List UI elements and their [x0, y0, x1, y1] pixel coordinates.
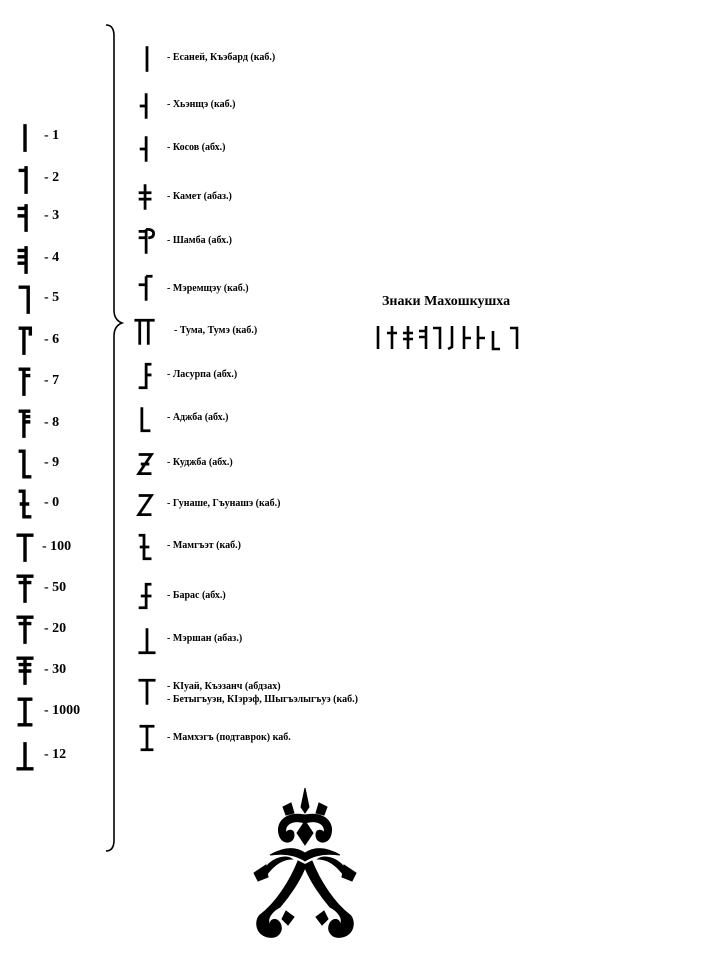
tamga-adzhba-icon [133, 403, 155, 435]
tamga-mamhyeg-icon [136, 722, 158, 754]
numeral-label: - 50 [44, 580, 67, 595]
numeral-label: - 30 [44, 662, 67, 677]
circassian-ornament-icon [246, 785, 364, 943]
tamga-marshan-icon [136, 625, 158, 657]
tamga-hyenshe-icon [133, 90, 155, 122]
num-9-icon [14, 448, 36, 480]
numeral-label: - 2 [44, 170, 60, 185]
num-1000-icon [14, 696, 36, 728]
clan-label: - Хьэнщэ (каб.) [167, 99, 236, 110]
sign-7-icon [464, 326, 471, 349]
num-0-icon [14, 488, 36, 520]
numeral-label: - 12 [44, 747, 67, 762]
curly-brace [100, 22, 128, 854]
num-100-icon [14, 532, 36, 564]
clan-label: - Есаней, Къэбард (каб.) [167, 52, 276, 63]
tamga-gunashe-icon [133, 488, 155, 520]
tamga-esaney-icon [136, 43, 158, 75]
clan-label: - Камет (абаз.) [167, 191, 232, 202]
clan-label: - Косов (абх.) [167, 142, 226, 153]
num-12-icon [14, 740, 36, 772]
numeral-label: - 1 [44, 128, 60, 143]
numeral-label: - 0 [44, 495, 60, 510]
sign-8-icon [478, 326, 485, 349]
num-7-icon [14, 366, 36, 398]
tamga-maremshau-icon [133, 272, 155, 304]
sign-3-icon [403, 326, 413, 349]
numeral-label: - 6 [44, 332, 60, 347]
clan-label: - Мамхэгъ (подтаврок) каб. [167, 732, 291, 743]
numeral-label: - 100 [42, 539, 72, 554]
clan-label: - Шамба (абх.) [167, 235, 232, 246]
numeral-label: - 3 [44, 208, 60, 223]
sign-6-icon [448, 326, 452, 349]
clan-label: - Тума, Тумэ (каб.) [174, 325, 258, 336]
numeral-label: - 7 [44, 373, 60, 388]
num-30-icon [14, 655, 36, 687]
sign-9-icon [493, 331, 500, 349]
tamga-kluay-icon [136, 676, 158, 708]
numeral-label: - 4 [44, 250, 60, 265]
clan-label: - КIуай, Къэзанч (абдзах) [167, 681, 281, 692]
tamga-baras-icon [133, 580, 155, 612]
num-4-icon [14, 244, 36, 276]
tamga-tuma-icon [133, 316, 155, 348]
numeral-label: - 20 [44, 621, 67, 636]
clan-label: - Гунаше, Гъунашэ (каб.) [167, 498, 281, 509]
num-20-icon [14, 614, 36, 646]
makhoshkush-signs [372, 323, 532, 351]
tamga-kosov-icon [133, 133, 155, 165]
num-1-icon [14, 122, 36, 154]
num-8-icon [14, 408, 36, 440]
clan-label: - Барас (абх.) [167, 590, 226, 601]
clan-label: - Ласурпа (абх.) [167, 369, 238, 380]
sign-4-icon [419, 326, 426, 349]
numeral-label: - 1000 [44, 703, 81, 718]
clan-label: - Мамгъэт (каб.) [167, 540, 241, 551]
sign-10-icon [510, 328, 517, 349]
clan-label-secondary: - Бетыгъуэн, КIэрэф, Шыгъэлыгъуэ (каб.) [167, 694, 358, 705]
clan-label: - Мэремщэу (каб.) [167, 283, 249, 294]
numeral-label: - 9 [44, 455, 60, 470]
clan-label: - Куджба (абх.) [167, 457, 233, 468]
tamga-kamet-icon [133, 181, 155, 213]
numeral-label: - 8 [44, 415, 60, 430]
num-2-icon [14, 164, 36, 196]
num-3-icon [14, 202, 36, 234]
sign-5-icon [433, 328, 440, 349]
num-50-icon [14, 573, 36, 605]
clan-label: - Аджба (абх.) [167, 412, 229, 423]
makhoshkush-title: Знаки Махошкушха [382, 294, 511, 309]
num-5-icon [14, 284, 36, 316]
clan-label: - Мэршан (абаз.) [167, 633, 243, 644]
numeral-label: - 5 [44, 290, 60, 305]
num-6-icon [14, 325, 36, 357]
sign-2-icon [387, 326, 397, 349]
tamga-shamba-icon [133, 225, 155, 257]
tamga-lasuria-icon [133, 360, 155, 392]
tamga-kudzhba-icon [133, 447, 155, 479]
tamga-mamgyet-icon [133, 531, 155, 563]
